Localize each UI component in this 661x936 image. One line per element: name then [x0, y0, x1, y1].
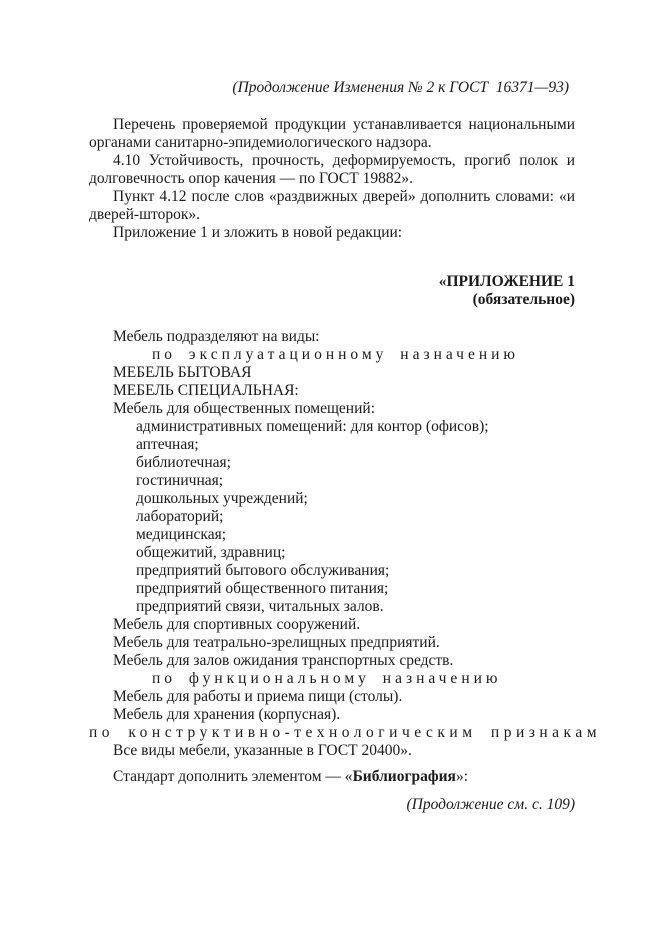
list-line-special: МЕБЕЛЬ СПЕЦИАЛЬНАЯ:	[113, 382, 299, 399]
list-sub-item: аптечная;	[136, 436, 199, 453]
paragraph-line: 4.10 Устойчивость, прочность, деформируемость, прогиб полок и	[113, 152, 575, 169]
list-sub-item: библиотечная;	[136, 454, 231, 471]
list-line-sports: Мебель для спортивных сооружений.	[113, 616, 361, 633]
paragraph-line: Пункт 4.12 после слов «раздвижных дверей» дополнить словами: «и	[113, 188, 575, 205]
section-heading-constructive: по конструктивно-технологическим признакам	[89, 724, 602, 741]
list-sub-item: гостиничная;	[136, 472, 224, 489]
list-sub-item: лабораторий;	[136, 508, 224, 525]
paragraph-line: органами санитарно-эпидемиологического надзора.	[89, 134, 432, 151]
list-sub-item: дошкольных учреждений;	[136, 490, 308, 507]
standard-supplement-suffix: »:	[455, 768, 468, 785]
standard-supplement-prefix: Стандарт дополнить элементом — «	[113, 768, 353, 785]
list-sub-item: предприятий бытового обслуживания;	[136, 562, 390, 579]
list-line-work: Мебель для работы и приема пищи (столы).	[113, 688, 403, 705]
section-heading-operational: по эксплуатационному назначению	[152, 346, 520, 363]
paragraph-line: долговечность опор качения — по ГОСТ 19882».	[89, 170, 413, 187]
list-line-storage: Мебель для хранения (корпусная).	[113, 706, 341, 723]
list-line-household: МЕБЕЛЬ БЫТОВАЯ	[113, 364, 252, 381]
list-line-theater: Мебель для театрально-зрелищных предприятий.	[113, 634, 440, 651]
list-sub-item: предприятий общественного питания;	[136, 580, 389, 597]
paragraph-line: Приложение 1 и зложить в новой редакции:	[113, 224, 403, 241]
annex-title: «ПРИЛОЖЕНИЕ 1	[438, 273, 575, 290]
list-line-public: Мебель для общественных помещений:	[113, 400, 375, 417]
paragraph-line: дверей-шторок».	[89, 206, 200, 223]
list-line-all-types: Все виды мебели, указанные в ГОСТ 20400».	[113, 742, 412, 759]
list-sub-item: медицинская;	[136, 526, 227, 543]
list-intro-line: Мебель подразделяют на виды:	[113, 328, 320, 345]
paragraph-line: Перечень проверяемой продукции устанавливается национальными	[113, 116, 575, 133]
list-sub-item: общежитий, здравниц;	[136, 544, 286, 561]
standard-supplement-bold-word: Библиография	[352, 768, 456, 785]
annex-subtitle: (обязательное)	[472, 291, 575, 308]
continuation-note: (Продолжение см. с. 109)	[406, 796, 575, 813]
section-heading-functional: по функциональному назначению	[152, 670, 502, 687]
list-line-waiting: Мебель для залов ожидания транспортных средств.	[113, 652, 454, 669]
page-header-continuation: (Продолжение Изменения № 2 к ГОСТ 16371—93)	[232, 79, 569, 96]
standard-supplement-line	[89, 768, 575, 786]
list-sub-item: предприятий связи, читальных залов.	[136, 598, 384, 615]
list-sub-item: административных помещений: для контор (офисов);	[136, 418, 489, 435]
